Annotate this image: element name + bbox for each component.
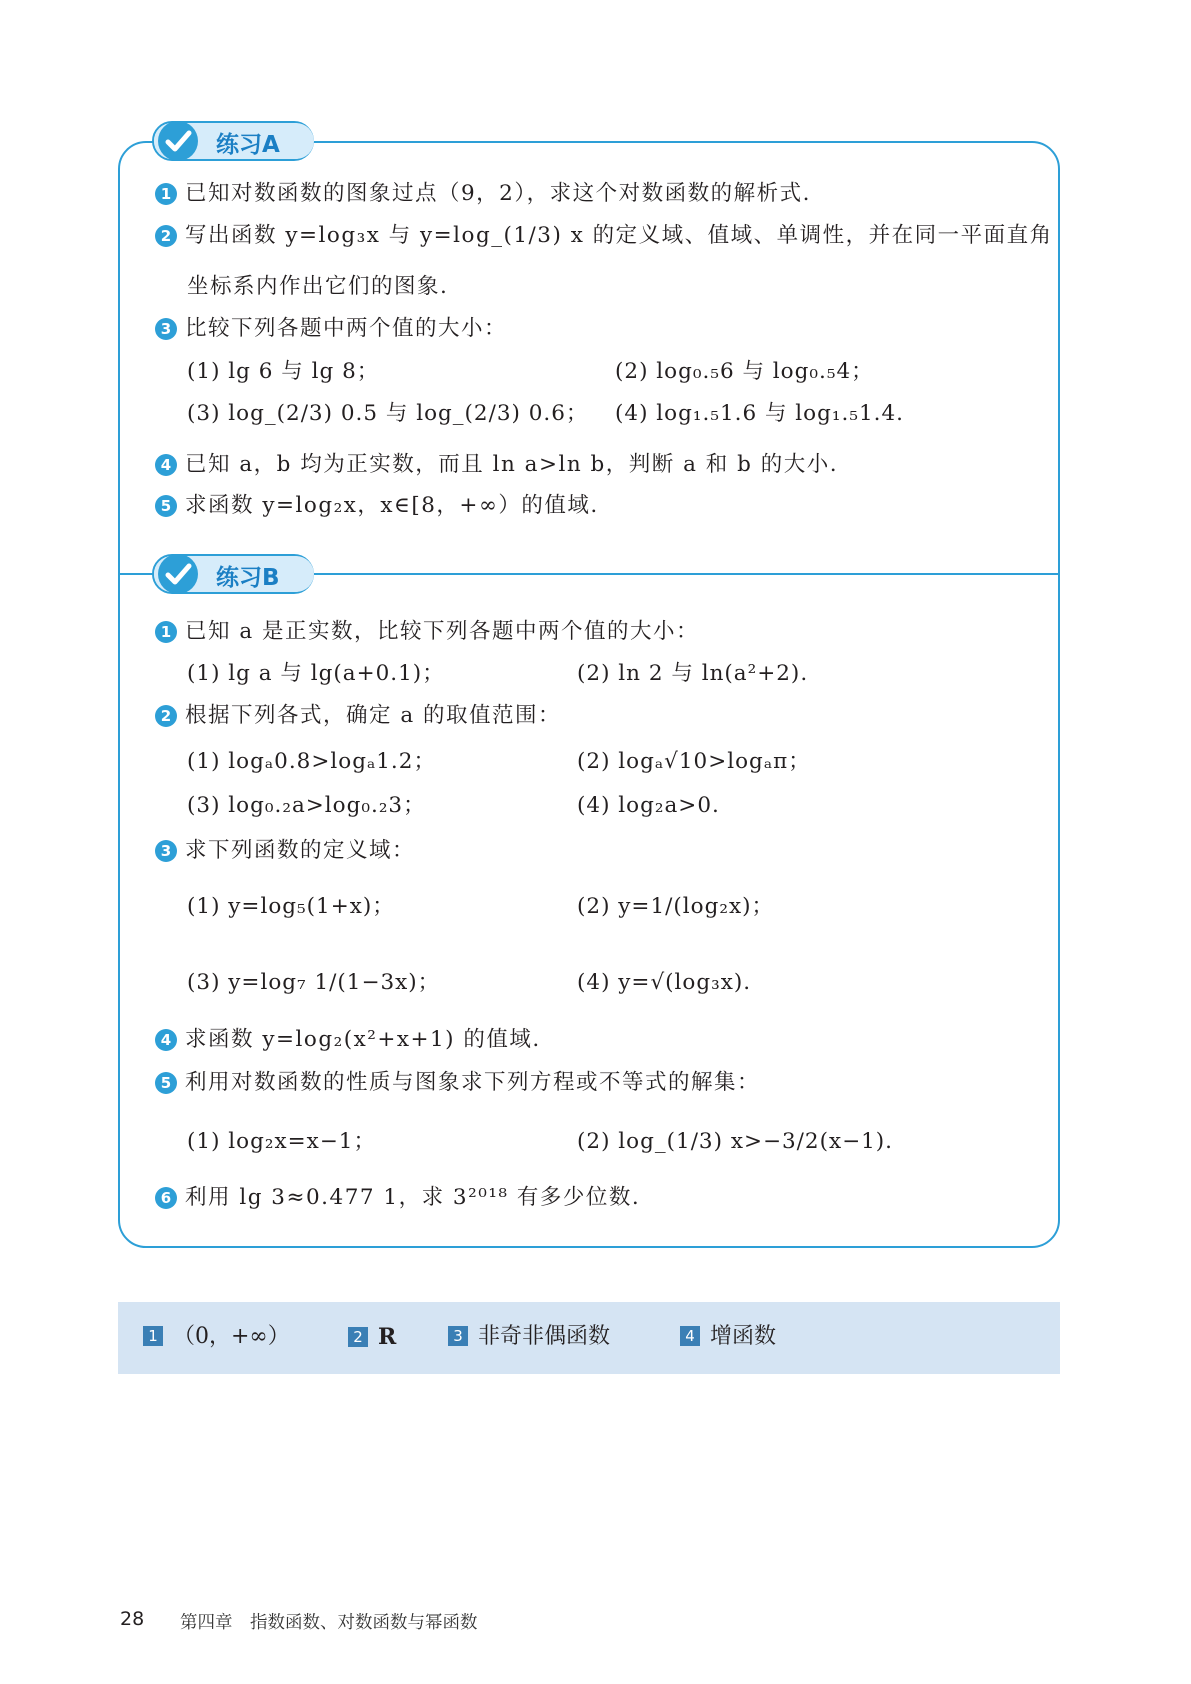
chapter-title: 第四章 指数函数、对数函数与幂函数 [180,1613,478,1633]
b-q5-item2: (2) log_(1/3) x>−3/2(x−1). [577,1129,894,1154]
b-q3: 3 求下列函数的定义域： [155,837,415,865]
b-q5: 5 利用对数函数的性质与图象求下列方程或不等式的解集： [155,1069,760,1097]
a-q2: 2 写出函数 y=log₃x 与 y=log_(1/3) x 的定义域、值域、单调性，并在同一平面直角 [155,222,1053,250]
page-number: 28 [120,1608,145,1630]
a-q1: 1 已知对数函数的图象过点（9，2），求这个对数函数的解析式. [155,180,811,208]
answer-4: 4 增函数 [680,1322,776,1352]
practice-b-tab [152,554,314,594]
a-q3-item1: (1) lg 6 与 lg 8； [187,359,380,384]
answer-3: 3 非奇非偶函数 [448,1322,610,1352]
answer-2: 2 R [348,1322,396,1353]
b-q1-item1: (1) lg a 与 lg(a+0.1)； [187,661,445,686]
b-q6: 6 利用 lg 3≈0.477 1，求 3²⁰¹⁸ 有多少位数. [155,1184,640,1212]
pencil-check-icon [158,121,198,161]
b-q2-item3: (3) log₀.₂a>log₀.₂3； [187,793,426,818]
practice-a-title: 练习A [216,132,280,158]
a-q3-item2: (2) log₀.₅6 与 log₀.₅4； [615,359,874,384]
a-q4: 4 已知 a，b 均为正实数，而且 ln a>ln b，判断 a 和 b 的大小. [155,451,838,479]
a-q3: 3 比较下列各题中两个值的大小： [155,315,507,343]
b-q3-item3: (3) y=log₇ 1/(1−3x)； [187,970,441,995]
b-q4: 4 求函数 y=log₂(x²+x+1) 的值域. [155,1026,541,1054]
practice-b-title: 练习B [216,565,280,591]
b-q2: 2 根据下列各式，确定 a 的取值范围： [155,702,561,730]
b-q5-item1: (1) log₂x=x−1； [187,1129,376,1154]
a-q3-item4: (4) log₁.₅1.6 与 log₁.₅1.4. [615,401,904,426]
pencil-check-icon [158,554,198,594]
answer-1: 1 （0，+∞） [143,1322,290,1352]
b-q3-item2: (2) y=1/(log₂x)； [577,894,774,919]
a-q3-item3: (3) log_(2/3) 0.5 与 log_(2/3) 0.6； [187,401,589,426]
a-q5: 5 求函数 y=log₂x，x∈[8，+∞）的值域. [155,492,599,520]
b-q1: 1 已知 a 是正实数，比较下列各题中两个值的大小： [155,618,699,646]
practice-a-tab [152,121,314,161]
b-q2-item4: (4) log₂a>0. [577,793,720,818]
b-q3-item4: (4) y=√(log₃x). [577,970,752,995]
b-q2-item1: (1) logₐ0.8>logₐ1.2； [187,749,436,774]
answer-strip [118,1302,1060,1374]
b-q1-item2: (2) ln 2 与 ln(a²+2). [577,661,809,686]
b-q3-item1: (1) y=log₅(1+x)； [187,894,395,919]
a-q2-line2: 坐标系内作出它们的图象. [187,274,449,299]
b-q2-item2: (2) logₐ√10>logₐπ； [577,749,811,774]
